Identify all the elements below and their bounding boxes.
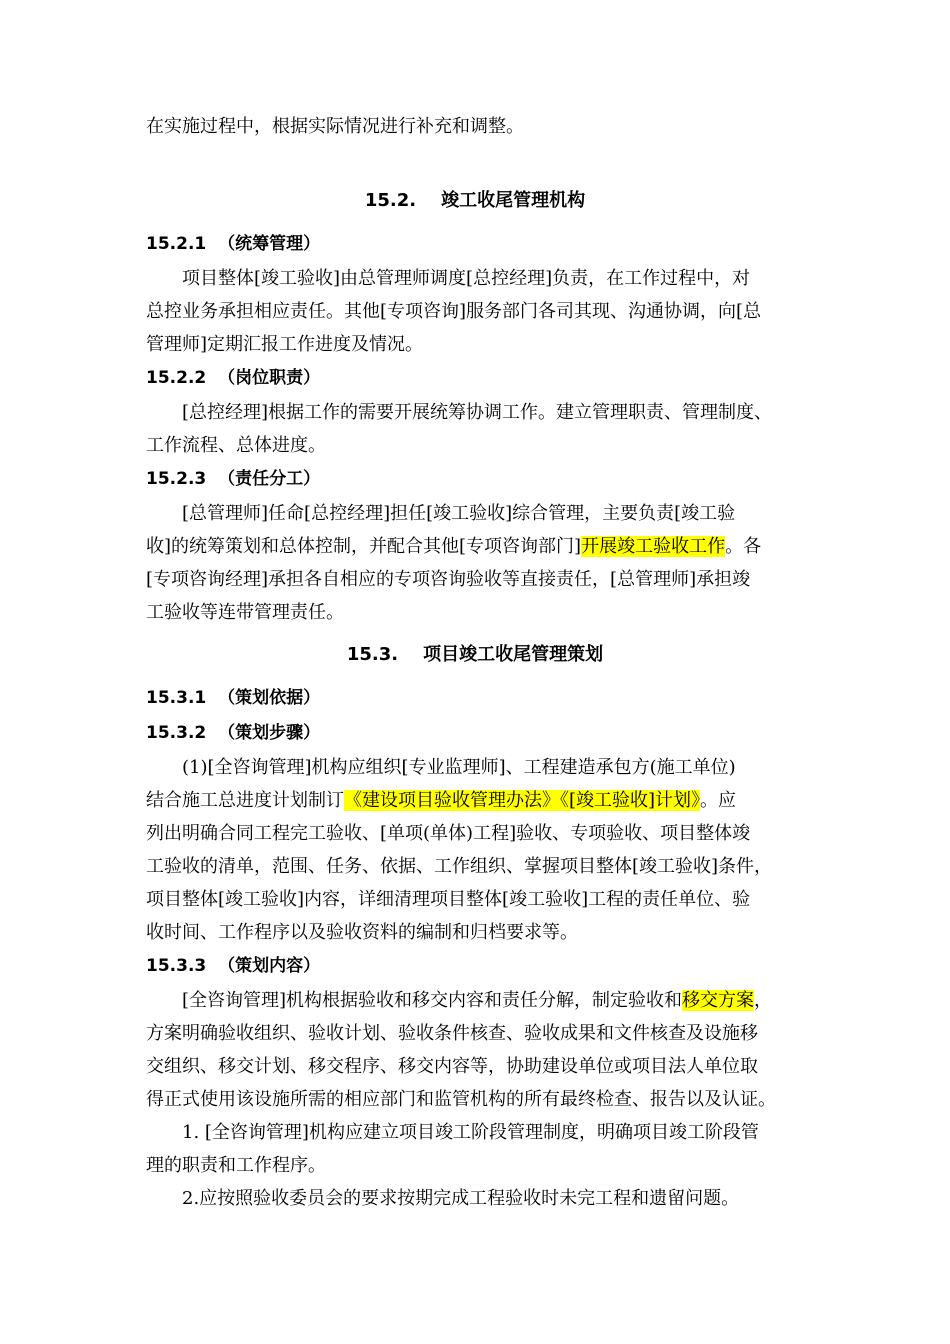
text-run: 收]的统筹策划和总体控制，并配合其他[专项咨询部门] (146, 536, 582, 557)
highlighted-text: 开展竣工验收工作 (581, 536, 726, 557)
subsection-15-3-2-heading: 15.3.2 （策划步骤） (146, 723, 321, 743)
paragraph-line: 项目整体[竣工验收]由总管理师调度[总控经理]负责，在工作过程中，对 (182, 268, 751, 289)
paragraph-line: 理的职责和工作程序。 (146, 1155, 326, 1176)
paragraph-line: 工作流程、总体进度。 (146, 435, 326, 456)
section-15-3-title: 15.3. 项目竣工收尾管理策划 (346, 644, 604, 665)
paragraph-line: [总控经理]根据工作的需要开展统筹协调工作。建立管理职责、管理制度、 (182, 402, 773, 423)
subsection-15-2-3-heading: 15.2.3 （责任分工） (146, 469, 321, 489)
section-15-2-title: 15.2. 竣工收尾管理机构 (364, 190, 586, 211)
paragraph-line (182, 992, 772, 1010)
paragraph-line (146, 792, 736, 810)
paragraph-line: [总管理师]任命[总控经理]担任[竣工验收]综合管理，主要负责[竣工验 (182, 503, 736, 524)
subsection-15-3-1-heading: 15.3.1 （策划依据） (146, 688, 321, 708)
paragraph-line: [专项咨询经理]承担各自相应的专项咨询验收等直接责任，[总管理师]承担竣 (146, 569, 751, 590)
subsection-15-3-3-heading: 15.3.3 （策划内容） (146, 956, 321, 976)
text-run: [全咨询管理]机构根据验收和移交内容和责任分解，制定验收和 (182, 990, 683, 1011)
paragraph-line: 总控业务承担相应责任。其他[专项咨询]服务部门各司其现、沟通协调，向[总 (146, 301, 762, 322)
intro-paragraph: 在实施过程中，根据实际情况进行补充和调整。 (146, 116, 524, 137)
paragraph-line: 得正式使用该设施所需的相应部门和监管机构的所有最终检查、报告以及认证。 (146, 1089, 776, 1110)
paragraph-line: 1. [全咨询管理]机构应建立项目竣工阶段管理制度，明确项目竣工阶段管 (182, 1122, 759, 1143)
paragraph-line: 交组织、移交计划、移交程序、移交内容等，协助建设单位或项目法人单位取 (146, 1056, 758, 1077)
text-run: 。各 (725, 536, 762, 557)
paragraph-line: 工验收的清单，范围、任务、依据、工作组织、掌握项目整体[竣工验收]条件， (146, 856, 773, 877)
paragraph-line (146, 538, 761, 556)
text-run: 结合施工总进度计划制订 (146, 790, 344, 811)
highlighted-text: 《建设项目验收管理办法》《[竣工验收]计划》 (344, 790, 701, 811)
text-run: 。应 (700, 790, 737, 811)
text-run: ， (754, 990, 773, 1011)
subsection-15-2-1-heading: 15.2.1 （统筹管理） (146, 234, 321, 254)
paragraph-line: 项目整体[竣工验收]内容，详细清理项目整体[竣工验收]工程的责任单位、验 (146, 889, 751, 910)
highlighted-text: 移交方案 (682, 990, 755, 1011)
paragraph-line: 列出明确合同工程完工验收、[单项(单体)工程]验收、专项验收、项目整体竣 (146, 823, 751, 844)
paragraph-line: (1)[全咨询管理]机构应组织[专业监理师]、工程建造承包方(施工单位) (182, 757, 736, 778)
paragraph-line: 方案明确验收组织、验收计划、验收条件核查、验收成果和文件核查及设施移 (146, 1023, 758, 1044)
paragraph-line: 收时间、工作程序以及验收资料的编制和归档要求等。 (146, 922, 578, 943)
subsection-15-2-2-heading: 15.2.2 （岗位职责） (146, 368, 321, 388)
paragraph-line: 工验收等连带管理责任。 (146, 602, 344, 623)
paragraph-line: 2.应按照验收委员会的要求按期完成工程验收时未完工程和遗留问题。 (182, 1188, 740, 1209)
paragraph-line: 管理师]定期汇报工作进度及情况。 (146, 334, 424, 355)
